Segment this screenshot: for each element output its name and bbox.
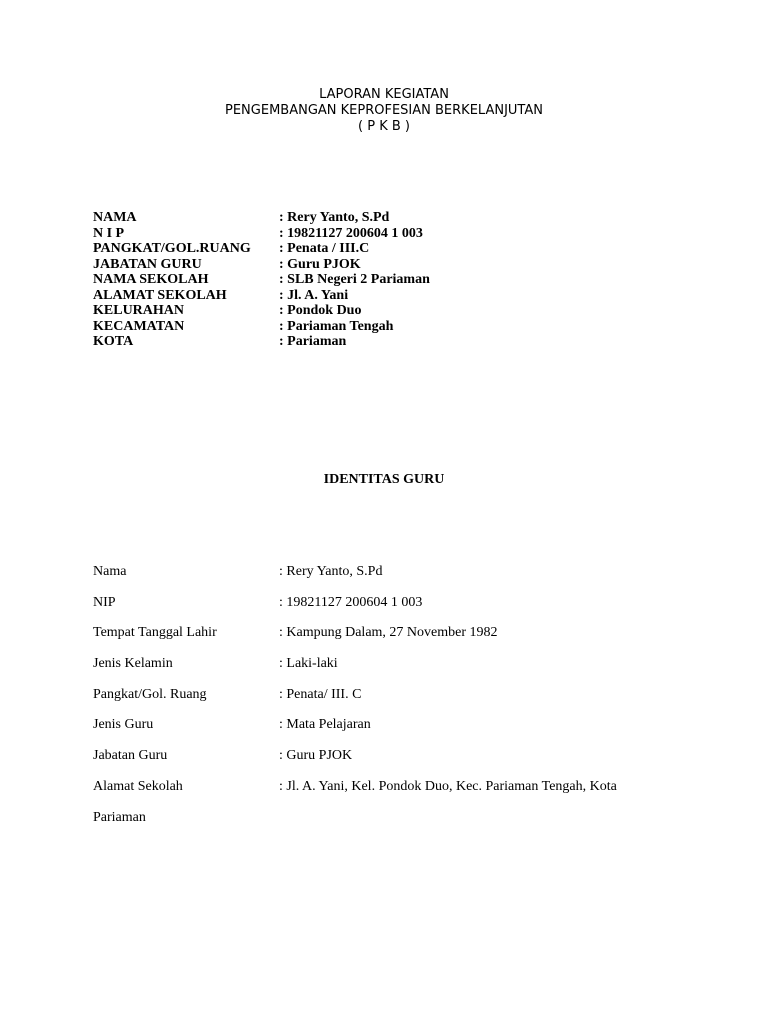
summary-value: : Pariaman Tengah: [279, 318, 394, 334]
identity-label: Alamat Sekolah: [93, 778, 183, 794]
identity-label: Nama: [93, 564, 127, 579]
identity-value: : Jl. A. Yani, Kel. Pondok Duo, Kec. Pariaman Tengah, Kota: [279, 778, 617, 794]
summary-value: : Rery Yanto, S.Pd: [279, 210, 390, 225]
summary-label: N I P: [93, 225, 125, 241]
report-title: [0, 87, 768, 135]
identity-label: Pangkat/Gol. Ruang: [93, 686, 207, 702]
summary-label: PANGKAT/GOL.RUANG: [93, 241, 251, 256]
summary-value: : Pariaman: [279, 334, 347, 349]
summary-value: : SLB Negeri 2 Pariaman: [279, 272, 430, 287]
identity-value: : Penata/ III. C: [279, 686, 362, 702]
identity-label: Tempat Tanggal Lahir: [93, 625, 217, 641]
summary-label: KELURAHAN: [93, 303, 185, 318]
summary-label: KECAMATAN: [93, 318, 185, 334]
summary-value: : 19821127 200604 1 003: [279, 225, 423, 241]
summary-label: KOTA: [93, 334, 134, 349]
summary-value: : Penata / III.C: [279, 241, 370, 256]
identity-label: Jabatan Guru: [93, 748, 168, 764]
address-continuation: Pariaman: [93, 810, 146, 825]
identity-section-title: IDENTITAS GURU: [323, 472, 445, 487]
report-title-line-3: ( P K B ): [358, 119, 410, 134]
identity-value: : Mata Pelajaran: [279, 717, 371, 733]
summary-label: NAMA: [93, 210, 137, 225]
identity-label: Jenis Guru: [93, 717, 154, 733]
summary-value: : Guru PJOK: [279, 256, 361, 272]
summary-value: : Jl. A. Yani: [279, 287, 349, 303]
identity-value: : Guru PJOK: [279, 748, 353, 764]
summary-label: JABATAN GURU: [93, 256, 202, 272]
summary-label: ALAMAT SEKOLAH: [93, 287, 227, 303]
summary-value: : Pondok Duo: [279, 303, 362, 318]
report-title-line-1: LAPORAN KEGIATAN: [319, 87, 449, 102]
identity-label: NIP: [93, 594, 116, 610]
summary-label: NAMA SEKOLAH: [93, 272, 209, 287]
identity-value: : Kampung Dalam, 27 November 1982: [279, 625, 498, 641]
identity-value: : Laki-laki: [279, 656, 338, 672]
identity-label: Jenis Kelamin: [93, 656, 173, 672]
report-title-line-2: PENGEMBANGAN KEPROFESIAN BERKELANJUTAN: [225, 103, 543, 118]
identity-value: : 19821127 200604 1 003: [279, 594, 423, 610]
identity-value: : Rery Yanto, S.Pd: [279, 564, 383, 579]
